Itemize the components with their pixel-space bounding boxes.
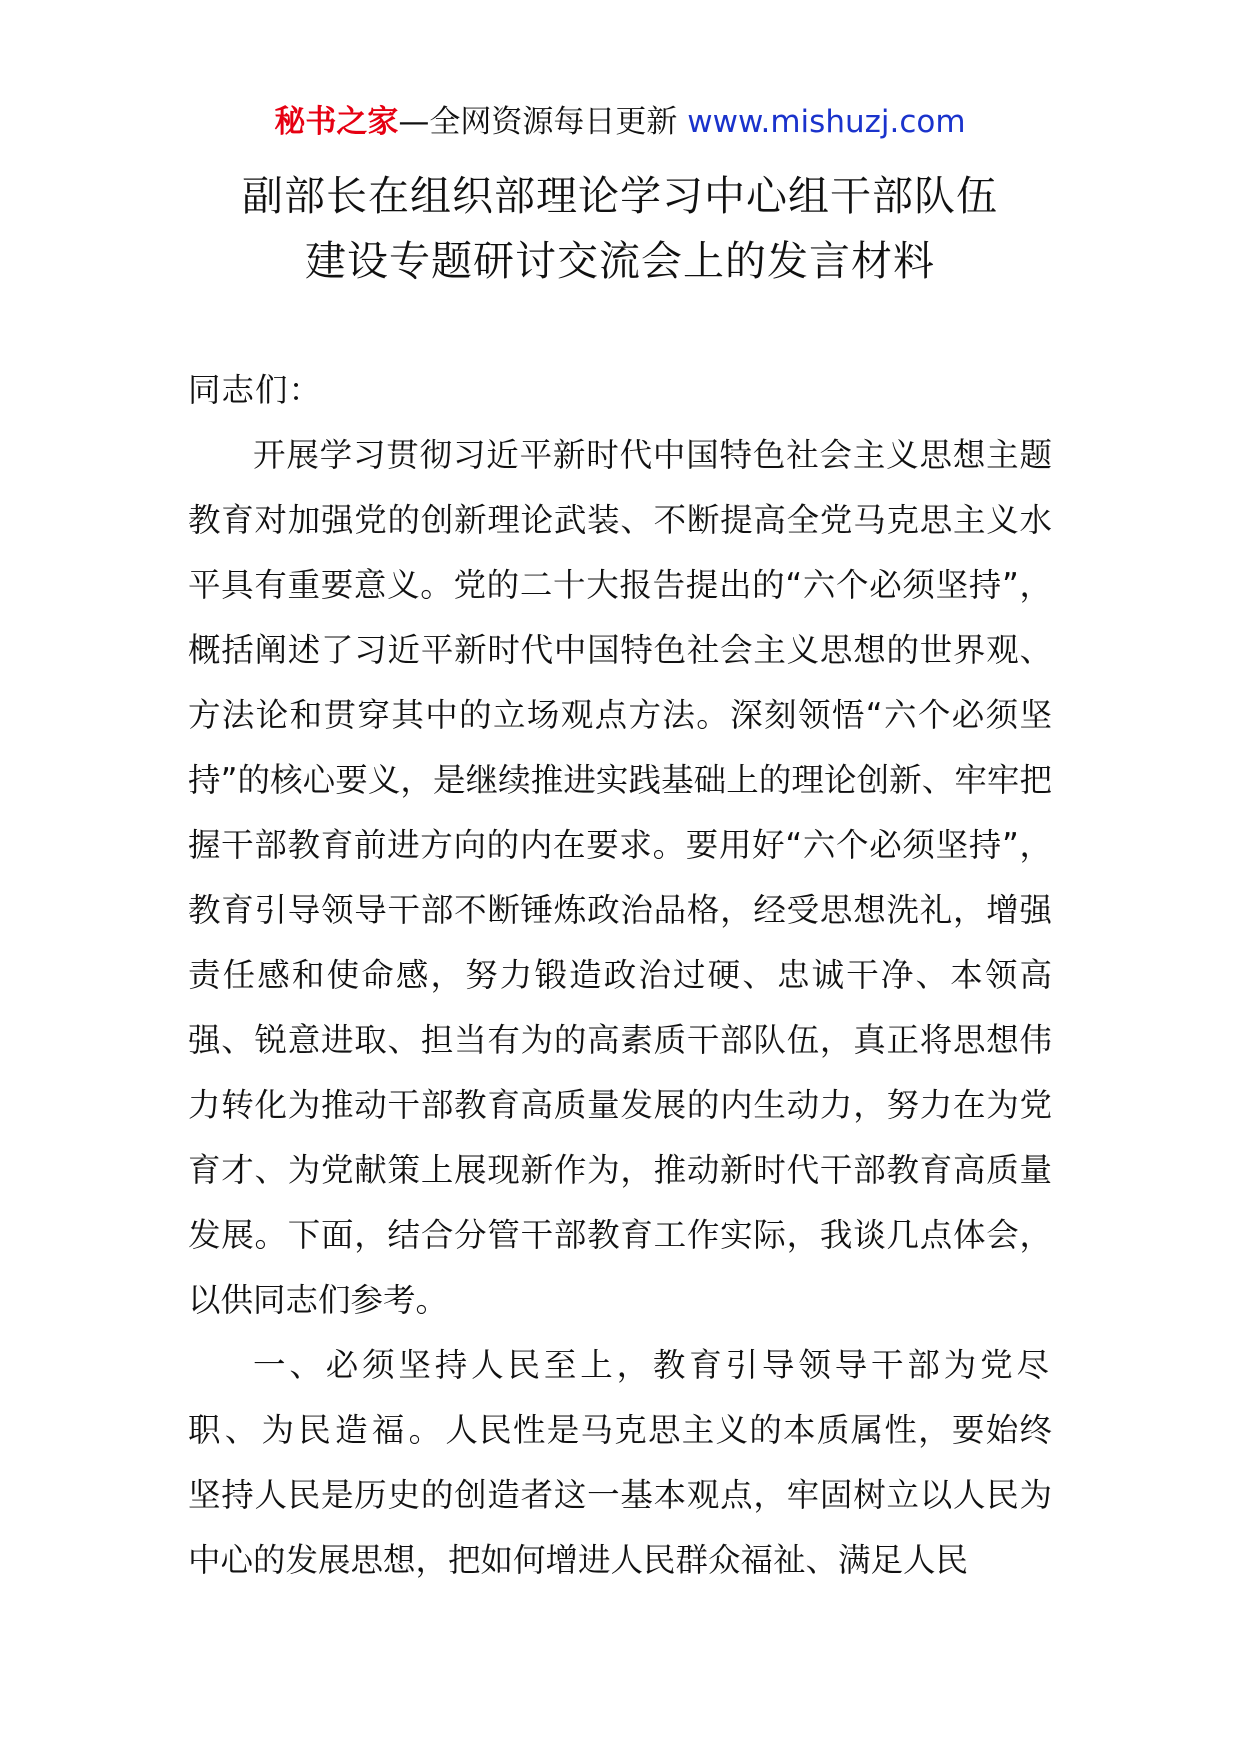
document-title: [100, 164, 1140, 294]
title-line-1: 副部长在组织部理论学习中心组干部队伍: [242, 172, 998, 220]
site-url-link[interactable]: www.mishuzj.com: [687, 104, 966, 140]
title-line-2: 建设专题研讨交流会上的发言材料: [305, 237, 935, 285]
paragraph-intro: 开展学习贯彻习近平新时代中国特色社会主义思想主题教育对加强党的创新理论武装、不断提高全党马克思主义水平具有重要意义。党的二十大报告提出的“六个必须坚持”，概括阐述了习近平新时代中国特色社会主义思想的世界观、方法论和贯穿其中的立场观点方法。深刻领悟“六个必须坚持”的核心要义，是继续推进实践基础上的理论创新、牢牢把握干部教育前进方向的内在要求。要用好“六个必须坚持”，教育引导领导干部不断锤炼政治品格，经受思想洗礼，增强责任感和使命感，努力锻造政治过硬、忠诚干净、本领高强、锐意进取、担当有为的高素质干部队伍，真正将思想伟力转化为推动干部教育高质量发展的内生动力，努力在为党育才、为党献策上展现新作为，推动新时代干部教育高质量发展。下面，结合分管干部教育工作实际，我谈几点体会，以供同志们参考。: [188, 436, 1052, 1319]
section-1-text: 人民性是马克思主义的本质属性，要始终坚持人民是历史的创造者这一基本观点，牢固树立以人民为中心的发展思想，把如何增进人民群众福祉、满足人民: [188, 1411, 1052, 1579]
brand-name: 秘书之家: [274, 104, 399, 140]
salutation: 同志们：: [188, 371, 323, 409]
document-body: [188, 358, 1052, 1593]
header-tagline: —全网资源每日更新: [398, 104, 688, 140]
paragraph-section-1: [188, 1333, 1052, 1593]
site-header: [0, 100, 1240, 144]
section-1-heading: 一、必须坚持人民至上，教育引导领导干部为党尽职、为民造福。: [188, 1346, 1052, 1449]
